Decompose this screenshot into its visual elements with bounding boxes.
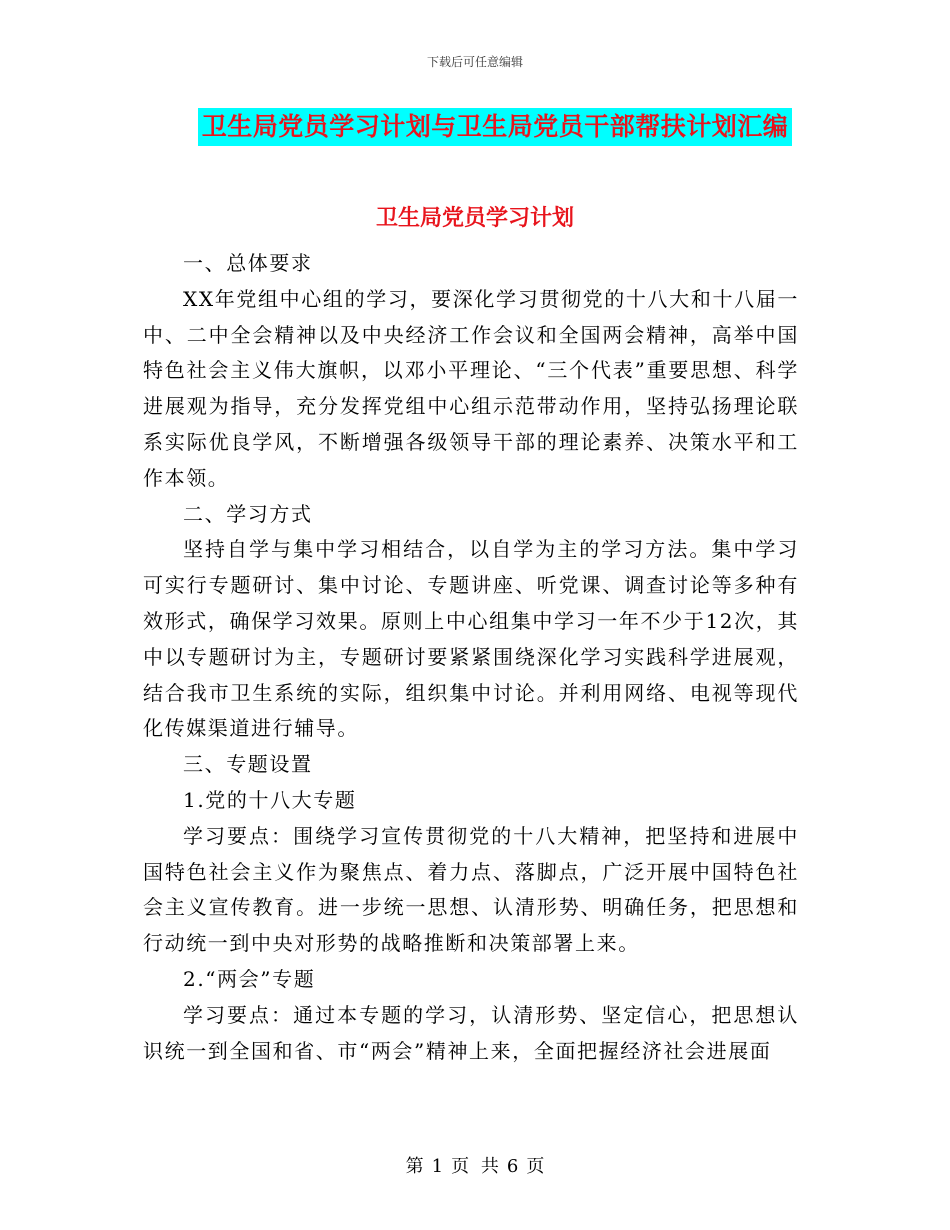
paragraph-study-method: 坚持自学与集中学习相结合，以自学为主的学习方法。集中学习可实行专题研讨、集中讨论、专题讲座、听党课、调查讨论等多种有效形式，确保学习效果。原则上中心组集中学习一年不少于12次，其中以专题研讨为主，专题研讨要紧紧围绕深化学习实践科学进展观，结合我市卫生系统的实际，组织集中讨论。并利用网络、电视等现代化传媒渠道进行辅导。: [143, 537, 799, 741]
paragraph-topic-2: 学习要点：通过本专题的学习，认清形势、坚定信心，把思想认识统一到全国和省、市“两会”精神上来，全面把握经济社会进展面: [143, 1002, 799, 1063]
footer-page-number: 1: [431, 1156, 444, 1177]
heading-topic-setting: 三、专题设置: [183, 752, 313, 777]
header-note: 下载后可任意编辑: [426, 55, 523, 69]
main-title-container: [0, 108, 950, 146]
paragraph-general-requirements: XX年党组中心组的学习，要深化学习贯彻党的十八大和十八届一中、二中全会精神以及中央经济工作会议和全国两会精神，高举中国特色社会主义伟大旗帜，以邓小平理论、“三个代表”重要思想、科学进展观为指导，充分发挥党组中心组示范带动作用，坚持弘扬理论联系实际优良学风，不断增强各级领导干部的理论素养、决策水平和工作本领。: [143, 286, 799, 490]
heading-topic-2: 2.“两会”专题: [183, 966, 316, 991]
page-footer: [0, 1152, 950, 1178]
paragraph-topic-1: 学习要点：围绕学习宣传贯彻党的十八大精神，把坚持和进展中国特色社会主义作为聚焦点、着力点、落脚点，广泛开展中国特色社会主义宣传教育。进一步统一思想、认清形势、明确任务，把思想和行动统一到中央对形势的战略推断和决策部署上来。: [143, 823, 799, 956]
document-body: [143, 246, 799, 1069]
main-title: 卫生局党员学习计划与卫生局党员干部帮扶计划汇编: [198, 108, 793, 146]
footer-total-pages: 6: [506, 1156, 519, 1177]
heading-general-requirements: 一、总体要求: [183, 251, 313, 275]
section-title: 卫生局党员学习计划: [375, 205, 574, 231]
footer-middle: 页 共: [451, 1156, 499, 1177]
heading-study-method: 二、学习方式: [183, 501, 313, 526]
footer-prefix: 第: [405, 1156, 424, 1177]
footer-suffix: 页: [526, 1156, 545, 1177]
heading-topic-1: 1.党的十八大专题: [183, 787, 357, 812]
